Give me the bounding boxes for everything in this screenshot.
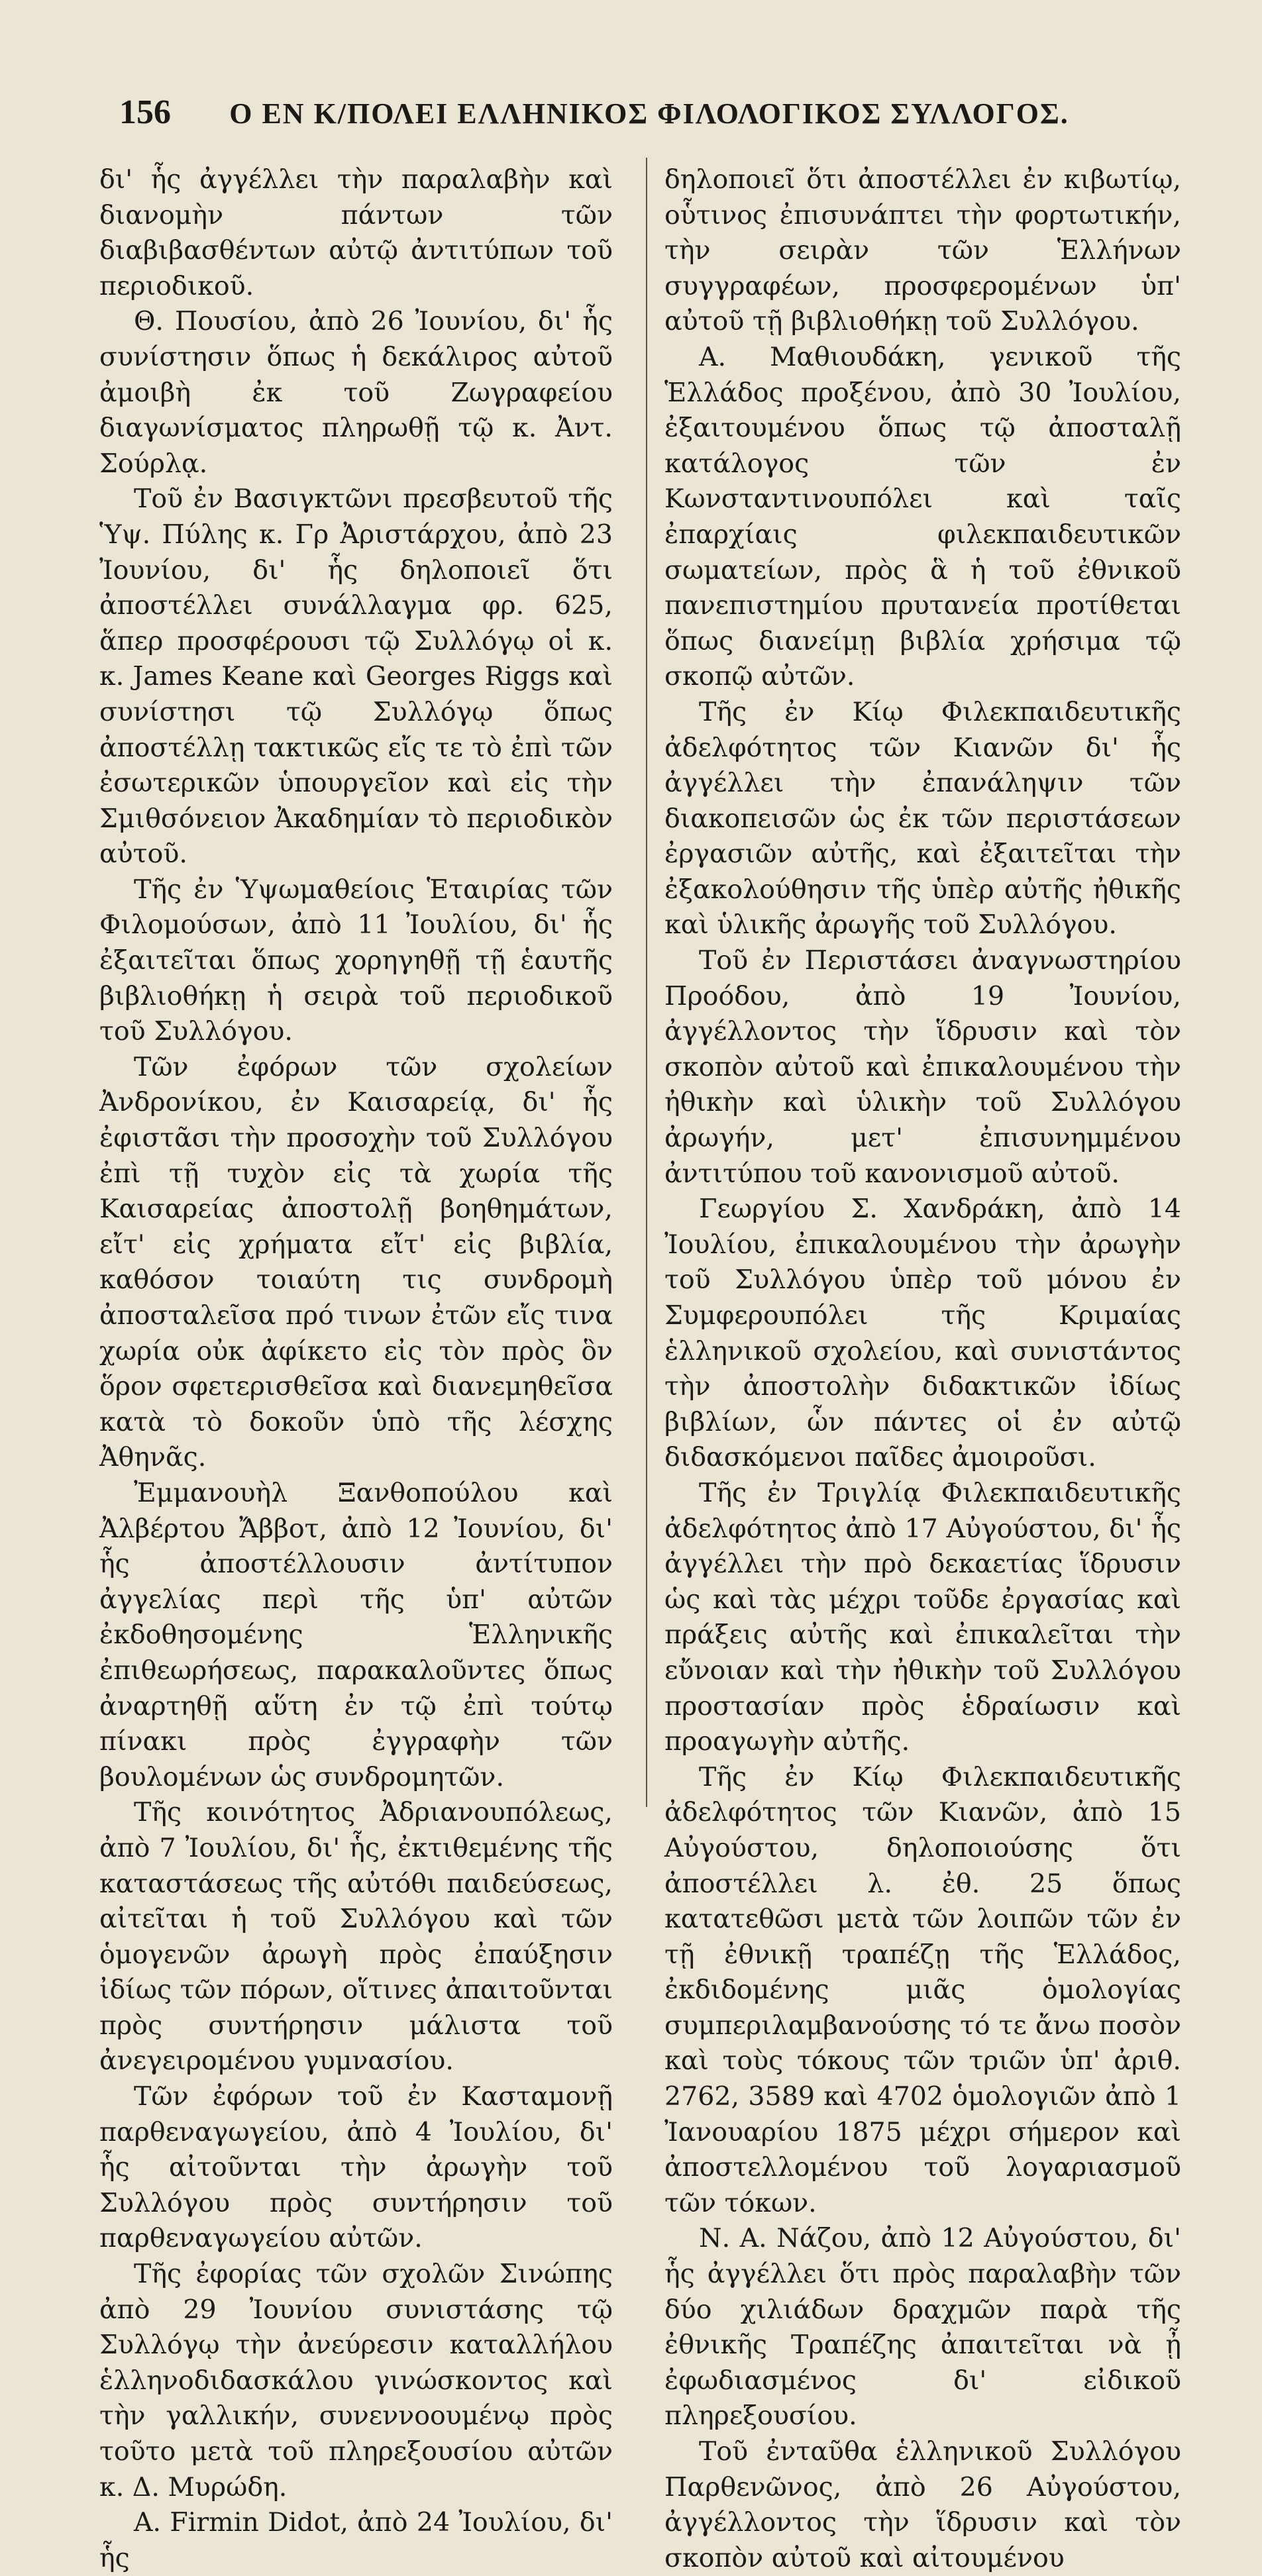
- paragraph: Τῶν ἐφόρων τοῦ ἐν Κασταμονῇ παρθεναγωγείου, ἀπὸ 4 Ἰουλίου, δι' ἧς αἰτοῦνται τὴν ἀρωγὴν τοῦ Συλλόγου πρὸς συντήρησιν τοῦ παρθεναγωγείου αὐτῶν.: [99, 2081, 613, 2254]
- paragraph: Θ. Πουσίου, ἀπὸ 26 Ἰουνίου, δι' ἧς συνίστησιν ὅπως ἡ δεκάλιρος αὐτοῦ ἀμοιβὴ ἐκ τοῦ Ζωγραφείου διαγωνίσματος πληρωθῇ τῷ κ. Ἀντ. Σούρλᾳ.: [99, 306, 613, 479]
- paragraph: Τῆς κοινότητος Ἀδριανουπόλεως, ἀπὸ 7 Ἰουλίου, δι' ἧς, ἐκτιθεμένης τῆς καταστάσεως τῆς αὐτόθι παιδεύσεως, αἰτεῖται ἡ τοῦ Συλλόγου καὶ τῶν ὁμογενῶν ἀρωγὴ πρὸς ἐπαύξησιν ἰδίως τῶν πόρων, οἵτινες ἀπαιτοῦνται πρὸς συντήρησιν μάλιστα τοῦ ἀνεγειρομένου γυμνασίου.: [99, 1797, 613, 2077]
- paragraph: A. Firmin Didot, ἀπὸ 24 Ἰουλίου, δι' ἧς: [99, 2507, 613, 2573]
- right-column: [664, 162, 1181, 2576]
- page-header: [99, 93, 1199, 152]
- left-column: [99, 162, 613, 2576]
- paragraph: Τοῦ ἐν Βασιγκτῶνι πρεσβευτοῦ τῆς Ὑψ. Πύλης κ. Γρ Ἀριστάρχου, ἀπὸ 23 Ἰουνίου, δι' ἧς δηλοποιεῖ ὅτι ἀποστέλλει συνάλλαγμα φρ. 625, ἅπερ προσφέρουσι τῷ Συλλόγῳ οἱ κ. κ. James Keane καὶ Georges Riggs καὶ συνίστησι τῷ Συλλόγῳ ὅπως ἀποστέλλῃ τακτικῶς εἴς τε τὸ ἐπὶ τῶν ἐσωτερικῶν ὑπουργεῖον καὶ εἰς τὴν Σμιθσόνειον Ἀκαδημίαν τὸ περιοδικὸν αὐτοῦ.: [99, 484, 613, 870]
- column-divider: [646, 158, 647, 1807]
- paragraph: Τῆς ἐν Κίῳ Φιλεκπαιδευτικῆς ἀδελφότητος τῶν Κιανῶν δι' ἧς ἀγγέλλει τὴν ἐπανάληψιν τῶν διακοπεισῶν ὡς ἐκ τῶν περιστάσεων ἐργασιῶν αὐτῆς, καὶ ἐξαιτεῖται τὴν ἐξακολούθησιν τῆς ὑπὲρ αὐτῆς ἠθικῆς καὶ ὑλικῆς ἀρωγῆς τοῦ Συλλόγου.: [664, 696, 1181, 941]
- paragraph: Τῆς ἐν Κίῳ Φιλεκπαιδευτικῆς ἀδελφότητος τῶν Κιανῶν, ἀπὸ 15 Αὐγούστου, δηλοποιούσης ὅτι ἀποστέλλει λ. ἐθ. 25 ὅπως κατατεθῶσι μετὰ τῶν λοιπῶν τῶν ἐν τῇ ἐθνικῇ τραπέζῃ τῆς Ἑλλάδος, ἐκδιδομένης μιᾶς ὁμολογίας συμπεριλαμβανούσης τό τε ἄνω ποσὸν καὶ τοὺς τόκους τῶν τριῶν ὑπ' ἀριθ. 2762, 3589 καὶ 4702 ὁμολογιῶν ἀπὸ 1 Ἰανουαρίου 1875 μέχρι σήμερον καὶ ἀποστελλομένου τοῦ λογαριασμοῦ τῶν τόκων.: [664, 1761, 1181, 2218]
- paragraph: δηλοποιεῖ ὅτι ἀποστέλλει ἐν κιβωτίῳ, οὗτινος ἐπισυνάπτει τὴν φορτωτικήν, τὴν σειρὰν τῶν Ἑλλήνων συγγραφέων, προσφερομένων ὑπ' αὐτοῦ τῇ βιβλιοθήκῃ τοῦ Συλλόγου.: [664, 164, 1181, 337]
- paragraph: Τῆς ἐν Ὑψωμαθείοις Ἑταιρίας τῶν Φιλομούσων, ἀπὸ 11 Ἰουλίου, δι' ἧς ἐξαιτεῖται ὅπως χορηγηθῇ τῇ ἑαυτῆς βιβλιοθήκῃ ἡ σειρὰ τοῦ περιοδικοῦ τοῦ Συλλόγου.: [99, 874, 613, 1047]
- paragraph: δι' ἧς ἀγγέλλει τὴν παραλαβὴν καὶ διανομὴν πάντων τῶν διαβιβασθέντων αὐτῷ ἀντιτύπων τοῦ περιοδικοῦ.: [99, 164, 613, 301]
- paragraph: Α. Μαθιουδάκη, γενικοῦ τῆς Ἑλλάδος προξένου, ἀπὸ 30 Ἰουλίου, ἐξαιτουμένου ὅπως τῷ ἀποσταλῇ κατάλογος τῶν ἐν Κωνσταντινουπόλει καὶ ταῖς ἐπαρχίαις φιλεκπαιδευτικῶν σωματείων, πρὸς ἃ ἡ τοῦ ἐθνικοῦ πανεπιστημίου πρυτανεία προτίθεται ὅπως διανείμῃ βιβλία χρήσιμα τῷ σκοπῷ αὐτῶν.: [664, 341, 1181, 692]
- paragraph: Ν. Α. Νάζου, ἀπὸ 12 Αὐγούστου, δι' ἧς ἀγγέλλει ὅτι πρὸς παραλαβὴν τῶν δύο χιλιάδων δραχμῶν παρὰ τῆς ἐθνικῆς Τραπέζης ἀπαιτεῖται νὰ ᾖ ἐφωδιασμένος δι' εἰδικοῦ πληρεξουσίου.: [664, 2223, 1181, 2432]
- paragraph: Τῶν ἐφόρων τῶν σχολείων Ἀνδρονίκου, ἐν Καισαρείᾳ, δι' ἧς ἐφιστᾶσι τὴν προσοχὴν τοῦ Συλλόγου ἐπὶ τῇ τυχὸν εἰς τὰ χωρία τῆς Καισαρείας ἀποστολῇ βοηθημάτων, εἴτ' εἰς χρήματα εἴτ' εἰς βιβλία, καθόσον τοιαύτη τις συνδρομὴ ἀποσταλεῖσα πρό τινων ἐτῶν εἴς τινα χωρία οὐκ ἀφίκετο εἰς τὸν πρὸς ὃν ὅρον σφετερισθεῖσα καὶ διανεμηθεῖσα κατὰ τὸ δοκοῦν ὑπὸ τῆς λέσχης Ἀθηνᾶς.: [99, 1051, 613, 1473]
- page-number: 156: [119, 93, 171, 131]
- paragraph: Τοῦ ἐν Περιστάσει ἀναγνωστηρίου Προόδου, ἀπὸ 19 Ἰουνίου, ἀγγέλλοντος τὴν ἵδρυσιν καὶ τὸν σκοπὸν αὐτοῦ καὶ ἐπικαλουμένου τὴν ἠθικὴν καὶ ὑλικὴν τοῦ Συλλόγου ἀρωγήν, μετ' ἐπισυνημμένου ἀντιτύπου τοῦ κανονισμοῦ αὐτοῦ.: [664, 945, 1181, 1189]
- paragraph: Γεωργίου Σ. Χανδράκη, ἀπὸ 14 Ἰουλίου, ἐπικαλουμένου τὴν ἀρωγὴν τοῦ Συλλόγου ὑπὲρ τοῦ μόνου ἐν Συμφερουπόλει τῆς Κριμαίας ἑλληνικοῦ σχολείου, καὶ συνιστάντος τὴν ἀποστολὴν διδακτικῶν ἰδίως βιβλίων, ὧν πάντες οἱ ἐν αὐτῷ διδασκόμενοι παῖδες ἀμοιροῦσι.: [664, 1194, 1181, 1473]
- running-title: Ο ΕΝ Κ/ΠΟΛΕΙ ΕΛΛΗΝΙΚΟΣ ΦΙΛΟΛΟΓΙΚΟΣ ΣΥΛΛΟΓΟΣ.: [229, 97, 1069, 130]
- paragraph: Ἐμμανουὴλ Ξανθοπούλου καὶ Ἀλβέρτου Ἄββοτ, ἀπὸ 12 Ἰουνίου, δι' ἧς ἀποστέλλουσιν ἀντίτυπον ἀγγελίας περὶ τῆς ὑπ' αὐτῶν ἐκδοθησομένης Ἑλληνικῆς ἐπιθεωρήσεως, παρακαλοῦντες ὅπως ἀναρτηθῇ αὕτη ἐν τῷ ἐπὶ τούτῳ πίνακι πρὸς ἐγγραφὴν τῶν βουλομένων ὡς συνδρομητῶν.: [99, 1477, 613, 1792]
- paragraph: Τοῦ ἐνταῦθα ἑλληνικοῦ Συλλόγου Παρθενῶνος, ἀπὸ 26 Αὐγούστου, ἀγγέλλοντος τὴν ἵδρυσιν καὶ τὸν σκοπὸν αὐτοῦ καὶ αἰτουμένου: [664, 2436, 1181, 2573]
- paragraph: Τῆς ἐφορίας τῶν σχολῶν Σινώπης ἀπὸ 29 Ἰουνίου συνιστάσης τῷ Συλλόγῳ τὴν ἀνεύρεσιν καταλλήλου ἑλληνοδιδασκάλου γινώσκοντος καὶ τὴν γαλλικήν, συνεννοουμένῳ πρὸς τοῦτο μετὰ τοῦ πληρεξουσίου αὐτῶν κ. Δ. Μυρώδη.: [99, 2259, 613, 2502]
- paragraph: Τῆς ἐν Τριγλίᾳ Φιλεκπαιδευτικῆς ἀδελφότητος ἀπὸ 17 Αὐγούστου, δι' ἧς ἀγγέλλει τὴν πρὸ δεκαετίας ἵδρυσιν ὡς καὶ τὰς μέχρι τοῦδε ἐργασίας καὶ πράξεις αὐτῆς καὶ ἐπικαλεῖται τὴν εὔνοιαν καὶ τὴν ἠθικὴν τοῦ Συλλόγου προστασίαν πρὸς ἑδραίωσιν καὶ προαγωγὴν αὐτῆς.: [664, 1477, 1181, 1757]
